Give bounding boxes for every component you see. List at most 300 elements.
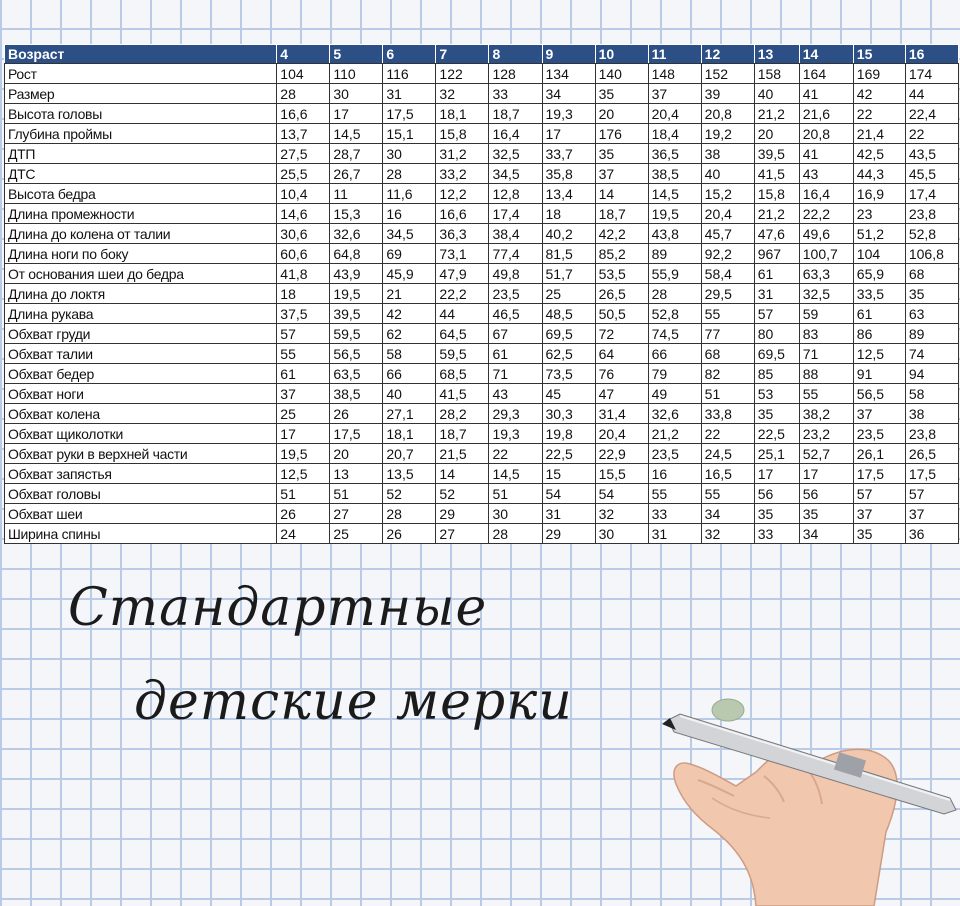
measurement-value: 26,7	[330, 164, 383, 184]
measurement-value: 52,7	[799, 444, 853, 464]
measurement-value: 31	[754, 284, 799, 304]
measurement-value: 19,5	[330, 284, 383, 304]
measurement-value: 15,3	[330, 204, 383, 224]
measurement-value: 56,5	[330, 344, 383, 364]
table-row	[5, 444, 959, 464]
measurement-value: 92,2	[701, 244, 754, 264]
measurement-value: 43,9	[330, 264, 383, 284]
measurement-value: 85	[754, 364, 799, 384]
table-row	[5, 284, 959, 304]
measurement-value: 58	[905, 384, 958, 404]
measurement-value: 17,5	[853, 464, 905, 484]
measurement-value: 24	[277, 524, 330, 544]
measurement-name: Размер	[5, 84, 277, 104]
measurement-value: 16,5	[701, 464, 754, 484]
measurement-value: 66	[648, 344, 701, 364]
measurement-value: 13,7	[277, 124, 330, 144]
table-row	[5, 144, 959, 164]
measurement-value: 17	[330, 104, 383, 124]
measurement-value: 15,1	[383, 124, 436, 144]
measurement-value: 16	[648, 464, 701, 484]
measurement-value: 35	[595, 84, 648, 104]
header-cell-15: 15	[853, 45, 905, 64]
measurement-value: 82	[701, 364, 754, 384]
measurement-value: 21,5	[436, 444, 489, 464]
measurement-value: 967	[754, 244, 799, 264]
measurement-value: 29	[542, 524, 595, 544]
measurement-value: 17,4	[905, 184, 958, 204]
measurement-value: 52,8	[648, 304, 701, 324]
measurement-value: 59	[799, 304, 853, 324]
measurement-name: Обхват шеи	[5, 504, 277, 524]
measurement-value: 16	[383, 204, 436, 224]
measurement-value: 58	[383, 344, 436, 364]
measurement-value: 33,7	[542, 144, 595, 164]
measurement-value: 35	[799, 504, 853, 524]
measurement-value: 34	[799, 524, 853, 544]
measurement-value: 28,7	[330, 144, 383, 164]
measurement-value: 34,5	[489, 164, 542, 184]
measurement-value: 48,5	[542, 304, 595, 324]
measurement-value: 32	[701, 524, 754, 544]
measurement-value: 31,2	[436, 144, 489, 164]
measurement-value: 20	[330, 444, 383, 464]
measurement-value: 15,5	[595, 464, 648, 484]
measurement-value: 62	[383, 324, 436, 344]
measurement-value: 27,5	[277, 144, 330, 164]
measurement-value: 76	[595, 364, 648, 384]
measurement-value: 21,6	[799, 104, 853, 124]
measurement-value: 69,5	[754, 344, 799, 364]
measurement-value: 35	[754, 404, 799, 424]
measurement-value: 30	[489, 504, 542, 524]
table-row	[5, 344, 959, 364]
measurement-value: 56	[799, 484, 853, 504]
measurement-value: 22,2	[799, 204, 853, 224]
measurement-value: 36,3	[436, 224, 489, 244]
measurement-value: 47,9	[436, 264, 489, 284]
measurement-value: 45,9	[383, 264, 436, 284]
measurement-value: 18	[277, 284, 330, 304]
measurement-value: 27	[436, 524, 489, 544]
measurement-value: 57	[277, 324, 330, 344]
measurement-value: 11,6	[383, 184, 436, 204]
measurement-value: 31,4	[595, 404, 648, 424]
measurement-value: 19,8	[542, 424, 595, 444]
measurement-value: 89	[648, 244, 701, 264]
measurement-value: 50,5	[595, 304, 648, 324]
measurement-value: 51	[489, 484, 542, 504]
measurement-value: 37	[648, 84, 701, 104]
measurement-value: 19,5	[277, 444, 330, 464]
measurement-value: 10,4	[277, 184, 330, 204]
measurement-name: ДТС	[5, 164, 277, 184]
measurement-value: 55	[701, 484, 754, 504]
measurement-value: 14	[595, 184, 648, 204]
measurement-value: 39,5	[754, 144, 799, 164]
measurement-value: 29	[436, 504, 489, 524]
header-cell-9: 9	[542, 45, 595, 64]
measurement-value: 12,5	[853, 344, 905, 364]
table-row	[5, 104, 959, 124]
measurement-value: 62,5	[542, 344, 595, 364]
measurement-value: 67	[489, 324, 542, 344]
measurement-value: 32,6	[330, 224, 383, 244]
measurement-value: 45	[542, 384, 595, 404]
measurement-value: 20,7	[383, 444, 436, 464]
measurement-value: 25	[277, 404, 330, 424]
measurement-value: 79	[648, 364, 701, 384]
measurement-value: 20,4	[595, 424, 648, 444]
measurement-value: 46,5	[489, 304, 542, 324]
measurement-value: 56	[754, 484, 799, 504]
measurement-value: 37	[853, 504, 905, 524]
measurement-name: Длина промежности	[5, 204, 277, 224]
measurement-value: 28	[383, 504, 436, 524]
header-row	[5, 45, 959, 64]
measurement-value: 33	[648, 504, 701, 524]
measurement-value: 23,2	[799, 424, 853, 444]
measurement-value: 37	[853, 404, 905, 424]
measurement-value: 49	[648, 384, 701, 404]
measurement-value: 122	[436, 64, 489, 84]
measurement-value: 41,5	[754, 164, 799, 184]
header-cell-7: 7	[436, 45, 489, 64]
measurement-value: 30	[330, 84, 383, 104]
measurement-value: 19,5	[648, 204, 701, 224]
measurement-value: 35	[853, 524, 905, 544]
measurement-value: 110	[330, 64, 383, 84]
measurement-value: 32	[595, 504, 648, 524]
measurement-value: 20	[595, 104, 648, 124]
measurement-value: 41,5	[436, 384, 489, 404]
measurement-value: 28	[383, 164, 436, 184]
table-body	[5, 64, 959, 544]
measurement-value: 22,5	[542, 444, 595, 464]
measurement-value: 55	[648, 484, 701, 504]
table-row	[5, 204, 959, 224]
measurement-value: 51,2	[853, 224, 905, 244]
handwritten-title-line-1: Стандартные	[68, 578, 488, 638]
measurement-value: 73,1	[436, 244, 489, 264]
measurement-value: 25	[542, 284, 595, 304]
measurement-value: 44	[436, 304, 489, 324]
measurement-value: 12,5	[277, 464, 330, 484]
measurement-value: 16,6	[436, 204, 489, 224]
measurement-name: Рост	[5, 64, 277, 84]
measurement-value: 25,1	[754, 444, 799, 464]
measurement-value: 16,4	[799, 184, 853, 204]
measurement-value: 16,4	[489, 124, 542, 144]
measurement-value: 26,1	[853, 444, 905, 464]
measurement-value: 15,8	[754, 184, 799, 204]
measurement-value: 26,5	[595, 284, 648, 304]
measurement-value: 21,2	[754, 204, 799, 224]
header-cell-6: 6	[383, 45, 436, 64]
measurement-value: 100,7	[799, 244, 853, 264]
measurement-value: 41,8	[277, 264, 330, 284]
header-cell-8: 8	[489, 45, 542, 64]
header-cell-age: Возраст	[5, 45, 277, 64]
measurement-value: 41	[799, 84, 853, 104]
measurement-value: 14,5	[330, 124, 383, 144]
table-row	[5, 84, 959, 104]
measurement-value: 176	[595, 124, 648, 144]
measurement-value: 26	[383, 524, 436, 544]
header-cell-5: 5	[330, 45, 383, 64]
measurement-value: 44,3	[853, 164, 905, 184]
measurement-value: 152	[701, 64, 754, 84]
measurement-value: 104	[277, 64, 330, 84]
measurement-value: 38,4	[489, 224, 542, 244]
measurement-value: 13	[330, 464, 383, 484]
measurement-value: 22	[853, 104, 905, 124]
hand-with-pen-icon	[660, 680, 960, 906]
table-row	[5, 484, 959, 504]
measurement-value: 74,5	[648, 324, 701, 344]
measurement-value: 65,9	[853, 264, 905, 284]
measurement-value: 94	[905, 364, 958, 384]
measurement-value: 71	[489, 364, 542, 384]
measurement-value: 27,1	[383, 404, 436, 424]
measurement-value: 32,6	[648, 404, 701, 424]
measurement-value: 57	[905, 484, 958, 504]
measurement-value: 20,4	[701, 204, 754, 224]
measurement-value: 24,5	[701, 444, 754, 464]
measurement-value: 15	[542, 464, 595, 484]
measurement-value: 28	[277, 84, 330, 104]
measurement-value: 34	[542, 84, 595, 104]
measurement-value: 169	[853, 64, 905, 84]
measurement-value: 33,5	[853, 284, 905, 304]
measurement-value: 81,5	[542, 244, 595, 264]
measurement-value: 49,8	[489, 264, 542, 284]
measurement-value: 54	[542, 484, 595, 504]
measurement-value: 36,5	[648, 144, 701, 164]
measurement-value: 44	[905, 84, 958, 104]
measurement-value: 31	[383, 84, 436, 104]
table-row	[5, 364, 959, 384]
measurement-value: 49,6	[799, 224, 853, 244]
measurement-value: 164	[799, 64, 853, 84]
measurement-value: 158	[754, 64, 799, 84]
measurement-value: 23,8	[905, 204, 958, 224]
measurement-value: 31	[648, 524, 701, 544]
measurement-value: 22,9	[595, 444, 648, 464]
measurement-value: 28	[648, 284, 701, 304]
table-row	[5, 404, 959, 424]
table-row	[5, 464, 959, 484]
measurement-value: 148	[648, 64, 701, 84]
measurement-value: 30,6	[277, 224, 330, 244]
table-row	[5, 504, 959, 524]
measurement-value: 26	[277, 504, 330, 524]
measurement-value: 16,9	[853, 184, 905, 204]
measurement-value: 26	[330, 404, 383, 424]
measurement-value: 55	[277, 344, 330, 364]
table-row	[5, 64, 959, 84]
measurement-value: 19,3	[489, 424, 542, 444]
measurement-value: 40	[383, 384, 436, 404]
measurement-value: 140	[595, 64, 648, 84]
measurement-value: 77	[701, 324, 754, 344]
measurement-value: 51	[277, 484, 330, 504]
measurement-value: 73,5	[542, 364, 595, 384]
measurement-value: 39,5	[330, 304, 383, 324]
measurement-value: 64,8	[330, 244, 383, 264]
measurement-value: 35	[905, 284, 958, 304]
measurement-name: Обхват ноги	[5, 384, 277, 404]
measurement-name: Обхват руки в верхней части	[5, 444, 277, 464]
measurement-value: 30	[595, 524, 648, 544]
measurement-value: 54	[595, 484, 648, 504]
measurement-value: 32,5	[799, 284, 853, 304]
measurement-value: 61	[489, 344, 542, 364]
measurement-value: 77,4	[489, 244, 542, 264]
measurement-value: 51,7	[542, 264, 595, 284]
measurement-value: 30	[383, 144, 436, 164]
measurement-value: 18,1	[436, 104, 489, 124]
measurement-value: 33,2	[436, 164, 489, 184]
measurement-value: 43	[799, 164, 853, 184]
measurement-value: 22	[701, 424, 754, 444]
measurement-value: 38,2	[799, 404, 853, 424]
measurement-value: 28,2	[436, 404, 489, 424]
measurement-value: 15,8	[436, 124, 489, 144]
measurement-value: 38,5	[330, 384, 383, 404]
measurement-value: 42	[853, 84, 905, 104]
measurement-value: 20	[754, 124, 799, 144]
measurement-name: Длина до колена от талии	[5, 224, 277, 244]
measurement-value: 21,2	[754, 104, 799, 124]
measurement-value: 23,8	[905, 424, 958, 444]
measurement-value: 35	[595, 144, 648, 164]
table-row	[5, 164, 959, 184]
measurement-value: 18,7	[436, 424, 489, 444]
measurement-value: 58,4	[701, 264, 754, 284]
measurement-value: 41	[799, 144, 853, 164]
measurement-value: 20,8	[799, 124, 853, 144]
measurement-value: 29,5	[701, 284, 754, 304]
measurement-value: 43,5	[905, 144, 958, 164]
measurement-value: 12,2	[436, 184, 489, 204]
measurement-value: 17	[277, 424, 330, 444]
measurement-value: 53	[754, 384, 799, 404]
measurement-value: 21	[383, 284, 436, 304]
measurement-value: 13,5	[383, 464, 436, 484]
measurement-value: 104	[853, 244, 905, 264]
measurement-value: 35	[754, 504, 799, 524]
measurement-value: 91	[853, 364, 905, 384]
measurement-value: 86	[853, 324, 905, 344]
measurement-value: 23,5	[489, 284, 542, 304]
measurement-name: Обхват запястья	[5, 464, 277, 484]
header-cell-10: 10	[595, 45, 648, 64]
measurement-value: 57	[853, 484, 905, 504]
measurement-value: 174	[905, 64, 958, 84]
measurement-value: 31	[542, 504, 595, 524]
header-cell-12: 12	[701, 45, 754, 64]
measurement-value: 18,4	[648, 124, 701, 144]
measurement-value: 52	[436, 484, 489, 504]
measurement-value: 56,5	[853, 384, 905, 404]
measurement-value: 40	[701, 164, 754, 184]
measurement-value: 14	[436, 464, 489, 484]
measurement-value: 69	[383, 244, 436, 264]
measurement-value: 63	[905, 304, 958, 324]
measurement-value: 72	[595, 324, 648, 344]
measurement-value: 23	[853, 204, 905, 224]
measurement-value: 37	[277, 384, 330, 404]
measurement-value: 19,2	[701, 124, 754, 144]
header-cell-14: 14	[799, 45, 853, 64]
measurement-value: 20,4	[648, 104, 701, 124]
header-cell-4: 4	[277, 45, 330, 64]
header-cell-11: 11	[648, 45, 701, 64]
handwritten-title-line-2: детские мерки	[134, 672, 573, 732]
measurement-value: 17,5	[330, 424, 383, 444]
measurement-value: 89	[905, 324, 958, 344]
measurement-name: Длина ноги по боку	[5, 244, 277, 264]
measurement-value: 17	[799, 464, 853, 484]
measurement-value: 21,2	[648, 424, 701, 444]
measurement-value: 30,3	[542, 404, 595, 424]
table-row	[5, 224, 959, 244]
measurement-value: 51	[330, 484, 383, 504]
measurement-value: 32	[436, 84, 489, 104]
measurement-value: 36	[905, 524, 958, 544]
measurement-value: 55	[799, 384, 853, 404]
measurement-value: 47,6	[754, 224, 799, 244]
measurement-value: 45,5	[905, 164, 958, 184]
measurement-name: ДТП	[5, 144, 277, 164]
measurement-value: 47	[595, 384, 648, 404]
measurement-value: 25	[330, 524, 383, 544]
measurement-value: 63,5	[330, 364, 383, 384]
measurement-value: 43	[489, 384, 542, 404]
measurement-value: 17,4	[489, 204, 542, 224]
measurement-value: 22,4	[905, 104, 958, 124]
measurement-value: 128	[489, 64, 542, 84]
measurement-value: 71	[799, 344, 853, 364]
measurement-value: 116	[383, 64, 436, 84]
measurement-value: 27	[330, 504, 383, 524]
measurement-value: 14,5	[489, 464, 542, 484]
measurement-value: 40,2	[542, 224, 595, 244]
measurement-value: 18,1	[383, 424, 436, 444]
measurement-value: 17	[754, 464, 799, 484]
measurement-value: 40	[754, 84, 799, 104]
measurement-value: 45,7	[701, 224, 754, 244]
table-row	[5, 524, 959, 544]
measurement-value: 18	[542, 204, 595, 224]
measurement-value: 17	[542, 124, 595, 144]
measurement-value: 39	[701, 84, 754, 104]
table-row	[5, 424, 959, 444]
measurement-value: 37,5	[277, 304, 330, 324]
measurement-value: 74	[905, 344, 958, 364]
measurement-value: 17,5	[383, 104, 436, 124]
measurement-name: Высота головы	[5, 104, 277, 124]
measurement-value: 55	[701, 304, 754, 324]
measurement-name: Обхват щиколотки	[5, 424, 277, 444]
measurement-value: 20,8	[701, 104, 754, 124]
measurement-value: 16,6	[277, 104, 330, 124]
measurement-value: 22,5	[754, 424, 799, 444]
table-row	[5, 124, 959, 144]
measurement-value: 59,5	[330, 324, 383, 344]
measurement-value: 60,6	[277, 244, 330, 264]
